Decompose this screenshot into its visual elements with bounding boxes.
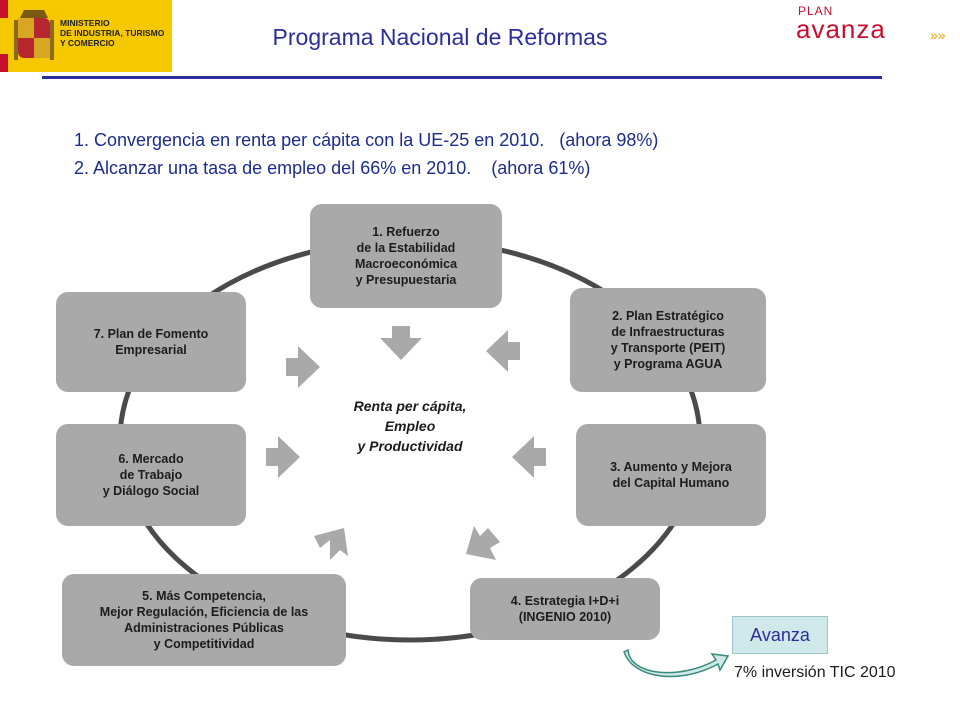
arrow-bottom-left-icon (314, 528, 348, 560)
avanza-badge: Avanza (732, 616, 828, 654)
box-4-idi: 4. Estrategia I+D+i (INGENIO 2010) (470, 578, 660, 640)
arrow-top-left-icon (286, 346, 320, 388)
goal-2: 2. Alcanzar una tasa de empleo del 66% en 2010. (ahora 61%) (74, 158, 591, 178)
curved-arrow-icon (620, 646, 730, 680)
box-3-capital-humano: 3. Aumento y Mejora del Capital Humano (576, 424, 766, 526)
box-5-competencia: 5. Más Competencia, Mejor Regulación, Eficiencia de las Administraciones Públicas y Competitividad (62, 574, 346, 666)
arrow-top-right-icon (486, 330, 520, 372)
goal-1: 1. Convergencia en renta per cápita con la UE-25 en 2010. (ahora 98%) (74, 130, 659, 150)
logo-top-text: PLAN (798, 4, 834, 18)
logo-main-text: avanza (796, 14, 886, 44)
ministry-line-3: Y COMERCIO (60, 38, 115, 48)
ministry-line-1: MINISTERIO (60, 18, 110, 28)
box-6-mercado-trabajo: 6. Mercado de Trabajo y Diálogo Social (56, 424, 246, 526)
arrow-left-icon (266, 436, 300, 478)
flag-strip (0, 0, 8, 72)
logo-accent-text: »» (930, 27, 946, 43)
coat-of-arms-icon (14, 6, 54, 66)
arrow-top-icon (380, 326, 422, 360)
box-1-estabilidad: 1. Refuerzo de la Estabilidad Macroeconómica y Presupuestaria (310, 204, 502, 308)
box-2-infraestructuras: 2. Plan Estratégico de Infraestructuras y Transporte (PEIT) y Programa AGUA (570, 288, 766, 392)
box-7-fomento-empresarial: 7. Plan de Fomento Empresarial (56, 292, 246, 392)
ministry-logo (0, 0, 172, 72)
goals-list (74, 126, 658, 182)
title-divider (42, 76, 882, 79)
page-title: Programa Nacional de Reformas (272, 24, 608, 50)
ministry-name (60, 18, 164, 48)
plan-avanza-logo (790, 2, 960, 46)
arrow-right-icon (512, 436, 546, 478)
tic-investment-note: 7% inversión TIC 2010 (734, 664, 896, 681)
center-label: Renta per cápita, Empleo y Productividad (353, 398, 467, 454)
arrow-bottom-right-icon (466, 526, 500, 560)
ministry-line-2: DE INDUSTRIA, TURISMO (60, 28, 165, 38)
